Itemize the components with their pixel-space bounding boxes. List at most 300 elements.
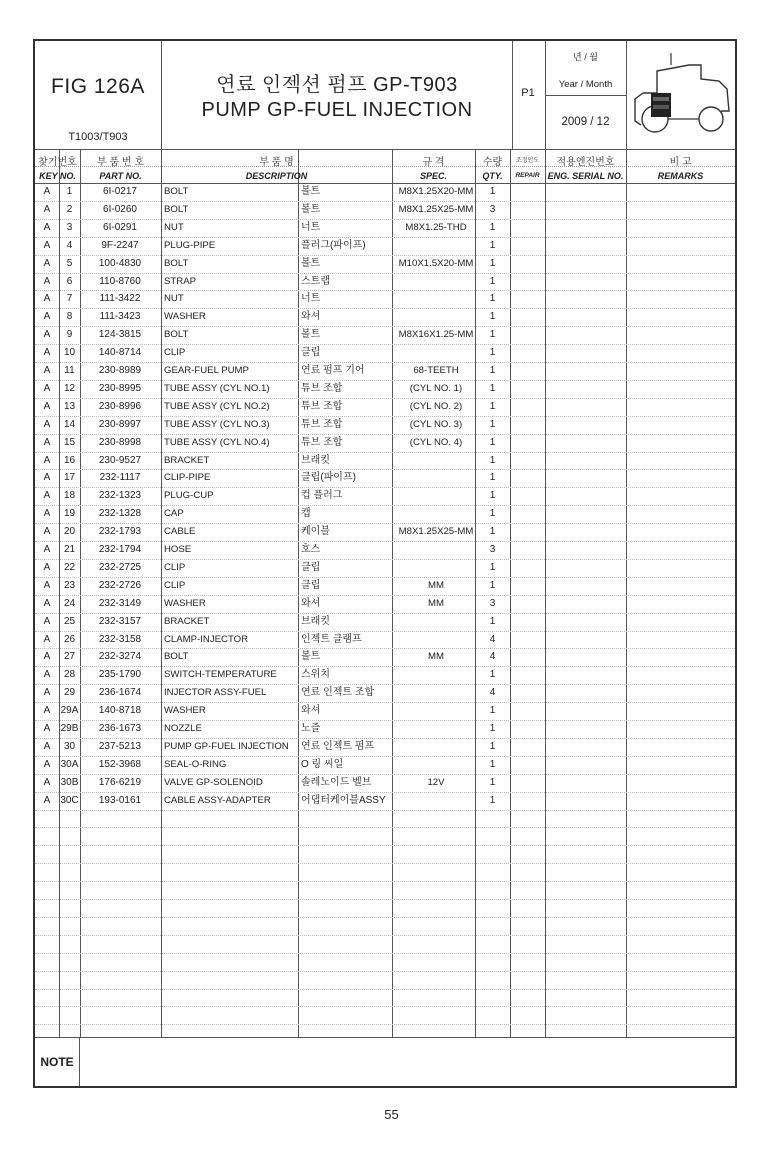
cell-qty: 4: [489, 633, 496, 645]
cell-ko: 볼트: [301, 257, 321, 269]
cell-ko: 인젝트 클램프: [301, 633, 362, 645]
table-row: [35, 523, 735, 541]
col-desc-ko: 부 품 명: [259, 157, 294, 168]
cell-part: 235-1790: [98, 669, 142, 681]
cell-part: 140-8714: [98, 347, 142, 359]
col-remarks-ko: 비 고: [669, 157, 692, 168]
row-divider: [35, 971, 735, 972]
cell-ko: 연료 인젝트 조합: [301, 687, 375, 699]
cell-qty: 1: [489, 436, 496, 448]
row-divider: [35, 595, 735, 596]
cell-key: 3: [66, 221, 73, 233]
cell-desc: WASHER: [164, 597, 206, 609]
cell-spec: MM: [428, 651, 444, 663]
cell-spec: (CYL NO. 1): [409, 382, 463, 394]
cell-qty: 1: [489, 311, 496, 323]
cell-grp: A: [43, 544, 51, 555]
row-divider: [35, 219, 735, 220]
cell-key: 13: [63, 400, 76, 412]
cell-qty: 1: [489, 472, 496, 484]
cell-ko: 와셔: [301, 597, 321, 609]
cell-key: 26: [63, 633, 76, 645]
table-row: [35, 756, 735, 774]
cell-desc: TUBE ASSY (CYL NO.1): [164, 382, 270, 394]
row-divider: [35, 917, 735, 918]
cell-part: 230-8989: [98, 365, 142, 376]
table-row: [35, 290, 735, 308]
cell-part: 232-3149: [98, 597, 142, 609]
table-row: [35, 237, 735, 255]
cell-grp: A: [43, 418, 51, 430]
row-divider: [35, 613, 735, 614]
cell-qty: 1: [489, 508, 496, 520]
col-repair: REPAIR: [515, 172, 540, 179]
col-qty: QTY.: [482, 171, 503, 181]
col-serial: ENG. SERIAL NO.: [547, 171, 624, 181]
row-divider: [35, 774, 735, 775]
cell-qty: 1: [489, 723, 496, 734]
cell-part: 140-8718: [98, 705, 142, 717]
cell-qty: 1: [489, 705, 496, 717]
col-key-ko: 찾기번호: [38, 157, 77, 168]
col-serial-ko: 적용엔진번호: [556, 157, 615, 168]
table-row: [35, 273, 735, 291]
cell-grp: A: [43, 669, 51, 681]
col-repair-ko: 조정인도: [515, 158, 540, 164]
row-divider: [35, 648, 735, 649]
cell-desc: PLUG-CUP: [164, 490, 214, 502]
cell-grp: A: [43, 490, 51, 502]
cell-key: 28: [63, 669, 76, 681]
cell-part: 237-5213: [98, 740, 142, 752]
table-row: [35, 613, 735, 631]
cell-ko: 케이블: [301, 526, 330, 538]
cell-ko: 어댑터케이블ASSY: [301, 794, 386, 806]
cell-spec: 12V: [427, 776, 445, 788]
row-divider: [35, 953, 735, 954]
cell-grp: A: [43, 203, 51, 215]
cell-key: 5: [66, 257, 73, 269]
row-divider: [35, 702, 735, 703]
row-divider: [35, 1006, 735, 1007]
row-divider: [35, 863, 735, 864]
row-divider: [35, 577, 735, 578]
row-divider: [35, 273, 735, 274]
cell-qty: 1: [489, 418, 496, 430]
page-title-english: PUMP GP-FUEL INJECTION: [201, 99, 473, 121]
cell-qty: 1: [489, 382, 496, 394]
cell-spec: (CYL NO. 3): [409, 418, 463, 430]
cell-qty: 4: [489, 651, 496, 663]
cell-desc: BRACKET: [164, 615, 210, 627]
cell-key: 14: [63, 418, 76, 430]
cell-desc: STRAP: [164, 275, 196, 287]
cell-part: 236-1673: [98, 723, 142, 734]
row-divider: [35, 237, 735, 238]
cell-ko: 브래킷: [301, 615, 330, 627]
cell-key: 25: [63, 615, 76, 627]
cell-part: 232-1328: [98, 508, 142, 520]
row-divider: [35, 326, 735, 327]
table-row: [35, 201, 735, 219]
cell-ko: 튜브 조합: [301, 418, 343, 430]
cell-part: 232-1117: [99, 472, 141, 484]
cell-grp: A: [43, 758, 51, 770]
cell-ko: 캡: [301, 508, 311, 520]
table-row: [35, 326, 735, 344]
row-divider: [35, 362, 735, 363]
row-divider: [35, 290, 735, 291]
cell-part: 110-8760: [99, 275, 141, 287]
cell-spec: 68-TEETH: [413, 365, 459, 376]
cell-desc: WASHER: [164, 705, 206, 717]
cell-key: 29A: [60, 705, 79, 717]
year-month-label-korean: 년 / 월: [573, 52, 598, 62]
cell-ko: 튜브 조합: [301, 436, 343, 448]
cell-ko: 브래킷: [301, 454, 330, 466]
cell-desc: CABLE ASSY-ADAPTER: [164, 794, 271, 806]
cell-grp: A: [43, 651, 51, 663]
row-divider: [35, 1024, 735, 1025]
cell-desc: SWITCH-TEMPERATURE: [164, 669, 277, 681]
cell-qty: 1: [489, 221, 496, 233]
cell-key: 6: [66, 275, 73, 287]
cell-part: 230-8996: [98, 400, 142, 412]
cell-key: 7: [66, 293, 73, 305]
cell-key: 29B: [60, 723, 79, 734]
cell-qty: 1: [489, 329, 496, 341]
cell-key: 24: [63, 597, 76, 609]
cell-ko: 스위치: [301, 669, 330, 681]
cell-desc: CABLE: [164, 526, 196, 538]
cell-qty: 1: [489, 526, 496, 538]
page-number: 55: [384, 1107, 399, 1122]
cell-key: 11: [64, 365, 75, 376]
row-divider: [35, 559, 735, 560]
cell-ko: 연료 펌프 기어: [301, 365, 365, 376]
row-divider: [35, 255, 735, 256]
row-divider: [35, 398, 735, 399]
cell-key: 4: [66, 239, 73, 251]
cell-desc: BOLT: [164, 186, 189, 197]
cell-spec: M8X1.25X20-MM: [398, 186, 474, 197]
cell-qty: 1: [489, 669, 496, 681]
row-divider: [35, 380, 735, 381]
cell-grp: A: [43, 776, 51, 788]
row-divider: [35, 792, 735, 793]
col-part-ko: 부 품 번 호: [97, 157, 144, 168]
cell-key: 15: [63, 436, 76, 448]
cell-qty: 1: [489, 758, 496, 770]
col-spec-ko: 규 격: [422, 157, 445, 168]
cell-part: 193-0161: [98, 794, 142, 806]
row-divider: [35, 505, 735, 506]
year-month-label: Year / Month: [558, 79, 613, 90]
row-divider: [35, 935, 735, 936]
cell-part: 230-9527: [98, 454, 142, 466]
cell-desc: CAP: [164, 508, 184, 520]
cell-grp: A: [43, 526, 51, 538]
cell-ko: 볼트: [301, 651, 321, 663]
cell-desc: BOLT: [164, 651, 189, 663]
cell-qty: 1: [489, 776, 496, 788]
cell-part: 6I-0291: [103, 221, 137, 233]
row-divider: [35, 541, 735, 542]
table-row: [35, 774, 735, 792]
cell-ko: 튜브 조합: [301, 400, 343, 412]
cell-grp: A: [43, 579, 51, 591]
cell-key: 30C: [60, 794, 79, 806]
row-divider: [35, 201, 735, 202]
table-row: [35, 595, 735, 613]
cell-key: 23: [63, 579, 76, 591]
cell-desc: PUMP GP-FUEL INJECTION: [164, 740, 289, 752]
figure-number: FIG 126A: [51, 75, 145, 98]
table-row: [35, 738, 735, 756]
row-divider: [35, 684, 735, 685]
row-divider: [35, 881, 735, 882]
cell-qty: 1: [489, 239, 496, 251]
cell-qty: 1: [489, 794, 496, 806]
page-title-korean: 연료 인젝션 펌프 GP-T903: [216, 74, 458, 96]
cell-qty: 1: [489, 365, 496, 376]
table-row: [35, 344, 735, 362]
cell-ko: 와셔: [301, 705, 321, 717]
cell-qty: 1: [489, 347, 496, 359]
cell-ko: 플러그(파이프): [301, 239, 366, 251]
cell-ko: 연료 인젝트 펌프: [301, 740, 375, 752]
cell-ko: 볼트: [301, 203, 321, 215]
cell-grp: A: [43, 740, 51, 752]
cell-grp: A: [43, 615, 51, 627]
cell-qty: 4: [489, 687, 496, 699]
cell-grp: A: [43, 186, 51, 197]
cell-part: 9F-2247: [101, 239, 139, 251]
cell-key: 1: [66, 186, 73, 197]
cell-key: 27: [63, 651, 76, 663]
col-key: KEY NO.: [39, 171, 76, 181]
cell-desc: INJECTOR ASSY-FUEL: [164, 687, 267, 699]
cell-part: 232-3157: [98, 615, 142, 627]
cell-key: 30: [63, 740, 76, 752]
cell-grp: A: [43, 633, 51, 645]
cell-part: 6I-0217: [103, 186, 137, 197]
cell-key: 2: [66, 203, 73, 215]
cell-grp: A: [43, 723, 51, 734]
cell-desc: CLIP: [164, 579, 186, 591]
cell-key: 10: [63, 347, 76, 359]
row-divider: [35, 487, 735, 488]
cell-ko: 솔레노이드 벨브: [301, 776, 372, 788]
cell-grp: A: [43, 400, 51, 412]
cell-desc: GEAR-FUEL PUMP: [164, 365, 249, 376]
cell-qty: 1: [489, 615, 496, 627]
table-row: [35, 469, 735, 487]
row-divider: [35, 827, 735, 828]
cell-part: 232-1323: [98, 490, 142, 502]
table-row: [35, 183, 735, 201]
cell-grp: A: [43, 597, 51, 609]
cell-part: 100-4830: [98, 257, 142, 269]
cell-spec: M8X1.25X25-MM: [398, 203, 474, 215]
row-divider: [35, 416, 735, 417]
table-row: [35, 720, 735, 738]
row-divider: [35, 666, 735, 667]
cell-grp: A: [43, 705, 51, 717]
cell-part: 111-3422: [99, 293, 141, 305]
cell-key: 17: [63, 472, 76, 484]
cell-ko: 볼트: [301, 329, 321, 341]
cell-part: 236-1674: [98, 687, 142, 699]
table-row: [35, 416, 735, 434]
table-row: [35, 219, 735, 237]
cell-grp: A: [43, 382, 51, 394]
cell-desc: NUT: [164, 293, 184, 305]
cell-spec: MM: [428, 579, 444, 591]
table-row: [35, 577, 735, 595]
cell-key: 9: [66, 329, 73, 341]
row-divider: [35, 469, 735, 470]
cell-key: 16: [63, 454, 76, 466]
cell-qty: 1: [489, 740, 496, 752]
cell-qty: 1: [489, 293, 496, 305]
cell-grp: A: [43, 329, 51, 341]
cell-desc: HOSE: [164, 544, 192, 555]
cell-qty: 1: [489, 257, 496, 269]
cell-grp: A: [43, 508, 51, 520]
cell-ko: 와셔: [301, 311, 321, 323]
table-row: [35, 541, 735, 559]
cell-qty: 1: [489, 275, 496, 287]
cell-desc: CLAMP-INJECTOR: [164, 633, 249, 645]
cell-key: 29: [63, 687, 76, 699]
cell-ko: 볼트: [301, 186, 321, 197]
cell-desc: BOLT: [164, 257, 189, 269]
cell-qty: 1: [489, 561, 496, 573]
cell-part: 232-2725: [98, 561, 142, 573]
cell-key: 8: [66, 311, 73, 323]
row-divider: [35, 523, 735, 524]
row-divider: [35, 845, 735, 846]
cell-part: 230-8998: [98, 436, 142, 448]
table-row: [35, 684, 735, 702]
table-row: [35, 308, 735, 326]
cell-ko: 스트랩: [301, 275, 330, 287]
cell-qty: 1: [489, 186, 496, 197]
cell-grp: A: [43, 365, 51, 376]
cell-part: 232-2726: [98, 579, 142, 591]
cell-ko: 클립(파이프): [301, 472, 356, 484]
model-label: T1003/T903: [68, 131, 128, 143]
cell-grp: A: [43, 687, 51, 699]
cell-part: 176-6219: [98, 776, 142, 788]
cell-desc: NOZZLE: [164, 723, 202, 734]
row-divider: [35, 344, 735, 345]
cell-key: 19: [63, 508, 76, 520]
cell-ko: 클립: [301, 561, 321, 573]
cell-grp: A: [43, 275, 51, 287]
table-row: [35, 702, 735, 720]
col-remarks: REMARKS: [657, 171, 704, 181]
cell-qty: 3: [489, 597, 496, 609]
cell-desc: SEAL-O-RING: [164, 758, 227, 770]
cell-part: 152-3968: [98, 758, 142, 770]
cell-qty: 1: [489, 579, 496, 591]
cell-desc: CLIP-PIPE: [164, 472, 211, 484]
cell-grp: A: [43, 794, 51, 806]
cell-grp: A: [43, 221, 51, 233]
row-divider: [35, 989, 735, 990]
table-row: [35, 434, 735, 452]
row-divider: [35, 308, 735, 309]
cell-key: 30A: [60, 758, 79, 770]
col-desc: DESCRIPTION: [245, 171, 308, 181]
cell-ko: 노즐: [301, 723, 321, 734]
cell-grp: A: [43, 239, 51, 251]
row-divider: [35, 756, 735, 757]
cell-desc: PLUG-PIPE: [164, 239, 216, 251]
row-divider: [35, 738, 735, 739]
table-row: [35, 255, 735, 273]
cell-ko: 클립: [301, 579, 321, 591]
table-row: [35, 631, 735, 649]
cell-desc: TUBE ASSY (CYL NO.4): [164, 436, 270, 448]
cell-key: 20: [63, 526, 76, 538]
cell-ko: 너트: [301, 293, 321, 305]
table-row: [35, 505, 735, 523]
row-divider: [35, 434, 735, 435]
cell-grp: A: [43, 257, 51, 269]
cell-desc: TUBE ASSY (CYL NO.3): [164, 418, 270, 430]
cell-ko: 너트: [301, 221, 321, 233]
cell-qty: 1: [489, 490, 496, 502]
cell-desc: BOLT: [164, 329, 189, 341]
cell-desc: VALVE GP-SOLENOID: [164, 776, 263, 788]
cell-desc: BRACKET: [164, 454, 210, 466]
cell-part: 232-3158: [98, 633, 142, 645]
col-spec: SPEC.: [419, 171, 447, 181]
year-month-value: 2009 / 12: [561, 116, 610, 128]
cell-part: 6I-0260: [103, 203, 137, 215]
cell-spec: (CYL NO. 4): [409, 436, 463, 448]
table-row: [35, 362, 735, 380]
cell-desc: CLIP: [164, 347, 186, 359]
cell-grp: A: [43, 347, 51, 359]
cell-spec: (CYL NO. 2): [409, 400, 463, 412]
table-row: [35, 648, 735, 666]
cell-grp: A: [43, 436, 51, 448]
cell-part: 230-8995: [98, 382, 142, 394]
cell-ko: 튜브 조합: [301, 382, 343, 394]
parts-sheet: [33, 39, 737, 1088]
cell-spec: M8X1.25X25-MM: [398, 526, 474, 538]
cell-part: 232-1794: [98, 544, 142, 555]
cell-spec: M8X16X1.25-MM: [398, 329, 474, 341]
cell-grp: A: [43, 454, 51, 466]
cell-key: 21: [63, 544, 76, 555]
cell-key: 30B: [60, 776, 79, 788]
cell-part: 232-3274: [98, 651, 142, 663]
cell-grp: A: [43, 472, 51, 484]
cell-spec: MM: [428, 597, 444, 609]
cell-ko: O 링 씨일: [301, 758, 344, 770]
row-divider: [35, 452, 735, 453]
cell-desc: BOLT: [164, 203, 189, 215]
cell-spec: M10X1.5X20-MM: [398, 257, 474, 269]
table-row: [35, 559, 735, 577]
cell-qty: 3: [489, 203, 496, 215]
row-divider: [35, 810, 735, 811]
